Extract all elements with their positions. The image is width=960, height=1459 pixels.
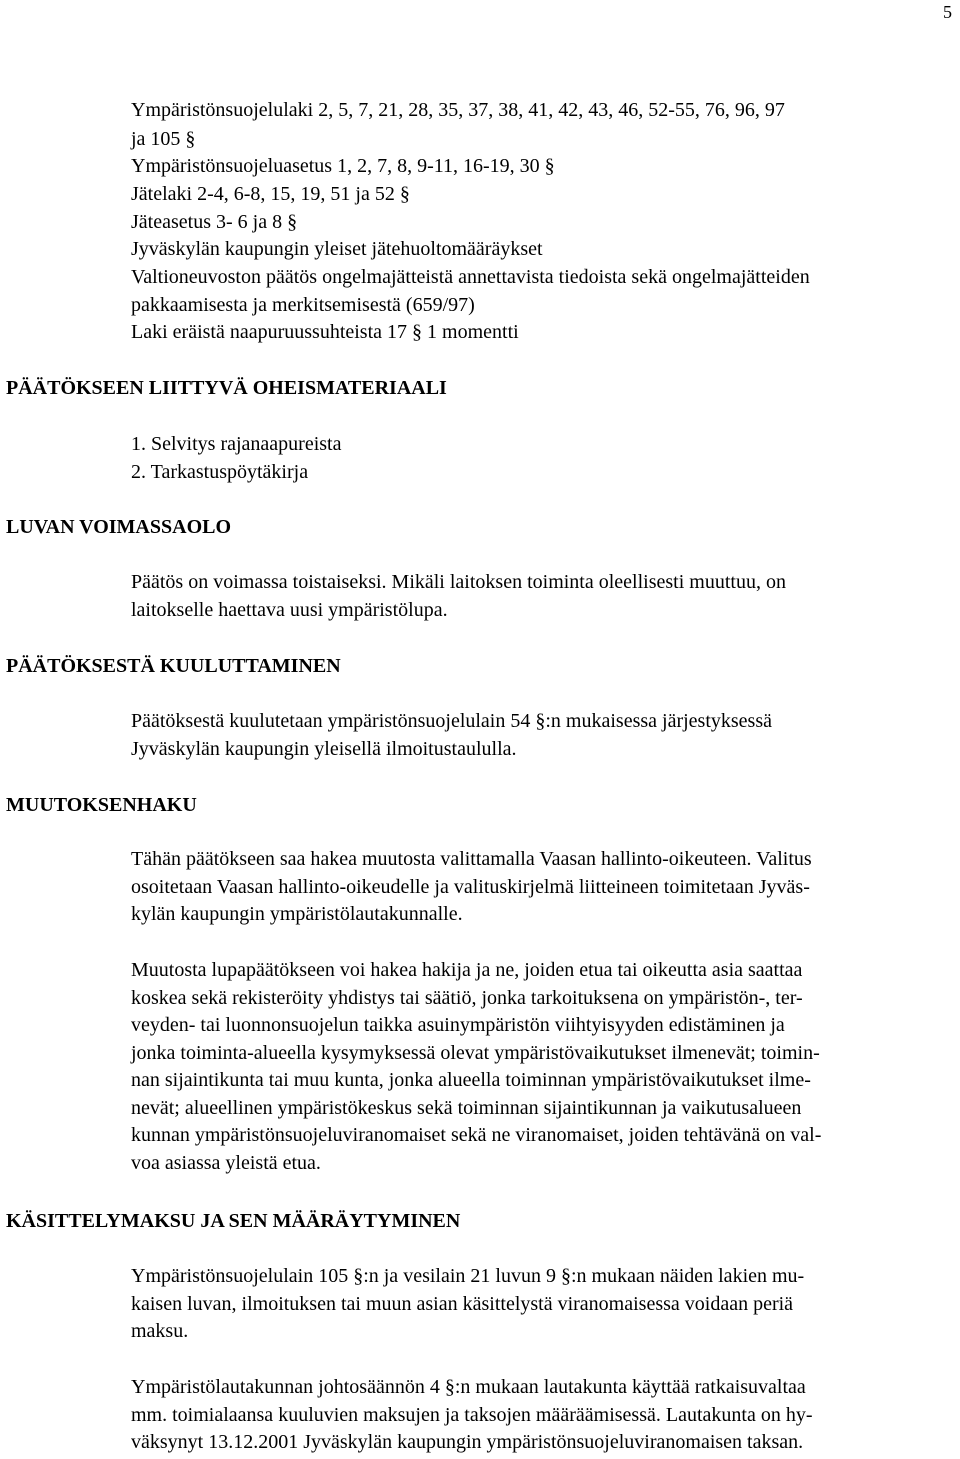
text-line: Päätöksestä kuulutetaan ympäristönsuojelulain 54 §:n mukaisessa järjestyksessä [131, 710, 772, 732]
text-line: osoitetaan Vaasan hallinto-oikeudelle ja valituskirjelmä liitteineen toimitetaan Jyväs- [131, 875, 810, 898]
text-line: voa asiassa yleistä etua. [131, 1151, 321, 1174]
legislation-line: Ympäristönsuojeluasetus 1, 2, 7, 8, 9-11, 16-19, 30 § [131, 155, 555, 177]
text-line: veyden- tai luonnonsuojelun taikka asuinympäristön viihtyisyyden edistäminen ja [131, 1014, 785, 1036]
fee-paragraph-1 [131, 1263, 943, 1346]
text-line: Jyväskylän kaupungin yleisellä ilmoitustaululla. [131, 737, 517, 760]
text-line: väksynyt 13.12.2001 Jyväskylän kaupungin ympäristönsuojeluviranomaisen taksan. [131, 1431, 804, 1453]
legislation-line: ja 105 § [131, 128, 196, 150]
appeal-paragraph-2 [131, 957, 943, 1177]
announcement-paragraph [131, 708, 943, 763]
validity-heading: LUVAN VOIMASSAOLO [6, 516, 232, 538]
appeal-heading: MUUTOKSENHAKU [6, 794, 197, 816]
legislation-line: Jäteasetus 3- 6 ja 8 § [131, 211, 298, 233]
legislation-line: Laki eräistä naapuruussuhteista 17 § 1 momentti [131, 321, 519, 343]
appeal-paragraph-1 [131, 846, 943, 929]
announcement-heading: PÄÄTÖKSESTÄ KUULUTTAMINEN [6, 655, 341, 677]
text-line: Päätös on voimassa toistaiseksi. Mikäli laitoksen toiminta oleellisesti muuttuu, on [131, 571, 786, 593]
text-line: kaisen luvan, ilmoituksen tai muun asian käsittelystä viranomaisessa voidaan periä [131, 1292, 794, 1315]
text-line: laitokselle haettava uusi ympäristölupa. [131, 598, 448, 621]
text-line: Ympäristölautakunnan johtosäännön 4 §:n mukaan lautakunta käyttää ratkaisuvaltaa [131, 1376, 806, 1398]
text-line: nan sijaintikunta tai muu kunta, jonka alueella toiminnan ympäristövaikutukset ilme- [131, 1069, 811, 1091]
validity-paragraph [131, 569, 943, 624]
text-line: nevät; alueellinen ympäristökeskus sekä toiminnan sijaintikunnan ja vaikutusalueen [131, 1096, 802, 1119]
attachment-item: 1. Selvitys rajanaapureista [131, 433, 342, 455]
fee-paragraph-2 [131, 1374, 943, 1457]
page-number: 5 [943, 2, 952, 22]
text-line: koskea sekä rekisteröity yhdistys tai säätiö, jonka tarkoituksena on ympäristön-, ter- [131, 986, 803, 1009]
text-line: kylän kaupungin ympäristölautakunnalle. [131, 903, 463, 925]
text-line: mm. toimialaansa kuuluvien maksujen ja taksojen määräämisessä. Lautakunta on hy- [131, 1403, 813, 1426]
text-line: kunnan ympäristönsuojeluviranomaiset sekä ne viranomaiset, joiden tehtävänä on val- [131, 1124, 822, 1146]
text-line: maksu. [131, 1320, 189, 1342]
legislation-line: Jätelaki 2-4, 6-8, 15, 19, 51 ja 52 § [131, 183, 410, 205]
legislation-line: pakkaamisesta ja merkitsemisestä (659/97) [131, 294, 475, 316]
text-line: Muutosta lupapäätökseen voi hakea hakija ja ne, joiden etua tai oikeutta asia saattaa [131, 959, 803, 981]
attachment-item: 2. Tarkastuspöytäkirja [131, 461, 309, 483]
text-line: Tähän päätökseen saa hakea muutosta valittamalla Vaasan hallinto-oikeuteen. Valitus [131, 848, 812, 870]
legislation-line: Valtioneuvoston päätös ongelmajätteistä annettavista tiedoista sekä ongelmajätteiden [131, 266, 810, 288]
text-line: jonka toiminta-alueella kysymyksessä olevat ympäristövaikutukset ilmenevät; toimin- [131, 1041, 820, 1064]
legislation-line: Ympäristönsuojelulaki 2, 5, 7, 21, 28, 35, 37, 38, 41, 42, 43, 46, 52-55, 76, 96, 97 [131, 99, 785, 121]
fee-heading: KÄSITTELYMAKSU JA SEN MÄÄRÄYTYMINEN [6, 1210, 461, 1232]
legislation-line: Jyväskylän kaupungin yleiset jätehuoltomääräykset [131, 238, 543, 260]
text-line: Ympäristönsuojelulain 105 §:n ja vesilain 21 luvun 9 §:n mukaan näiden lakien mu- [131, 1265, 805, 1287]
attachments-heading: PÄÄTÖKSEEN LIITTYVÄ OHEISMATERIAALI [6, 377, 447, 399]
